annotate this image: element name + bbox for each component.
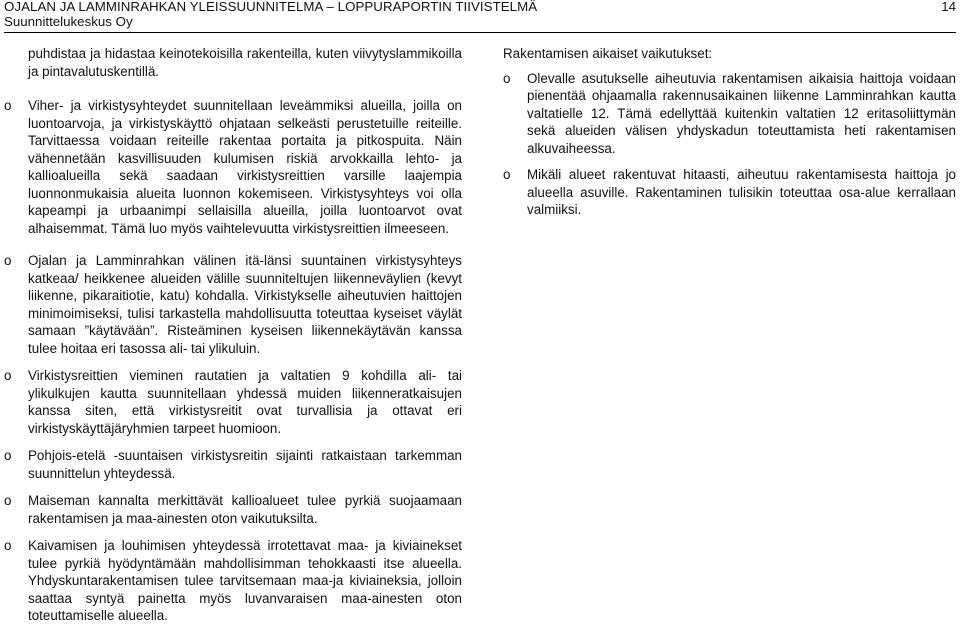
list-item (503, 70, 956, 158)
document-title: OJALAN JA LAMMINRAHKAN YLEISSUUNNITELMA – LOPPURAPORTIN TIIVISTELMÄ (4, 0, 538, 14)
bullet-icon: o (4, 538, 12, 553)
list-item (4, 537, 462, 625)
bullet-icon: o (503, 70, 511, 86)
bullet-icon: o (503, 167, 511, 182)
list-item (4, 492, 462, 527)
list-item (4, 367, 462, 437)
list-item-text: Ojalan ja Lamminrahkan välinen itä-länsi suuntainen virkistysyhteys katkeaa/ heikkenee alueiden välille suunniteltujen liikenneväylien (kevyt liikenne, pikaraitiotie, katu) kohdalla. Virkistykselle aiheutuvien haittojen minimoimiseksi, tulisi tarkastella mahdollisuutta toteuttaa kyseiset väylät samaan ”käytävään”. Risteäminen kyseisen liikennekäytävän kanssa tulee hoitaa eri tasossa ali- tai ylikuluin. (28, 253, 462, 356)
list-item (503, 166, 956, 219)
continued-paragraph: puhdistaa ja hidastaa keinotekoisilla rakenteilla, kuten viivytyslammikoilla ja pintavalutuskentillä. (28, 46, 462, 79)
list-item-text: Maiseman kannalta merkittävät kallioalueet tulee pyrkiä suojaamaan rakentamisen ja maa-ainesten oton vaikutuksilta. (28, 493, 462, 526)
bullet-icon: o (4, 253, 12, 268)
section-heading: Rakentamisen aikaiset vaikutukset: (503, 46, 713, 61)
list-item-text: Pohjois-etelä -suuntaisen virkistysreitin sijainti ratkaistaan tarkemman suunnittelun yhteydessä. (28, 448, 462, 481)
bullet-icon: o (4, 448, 12, 463)
list-item (4, 252, 462, 357)
list-item-text: Mikäli alueet rakentuvat hitaasti, aiheutuu rakentamisesta haittoja jo alueella asuville. Rakentaminen tulisikin toteuttaa osa-alue kerrallaan valmiiksi. (527, 167, 956, 217)
bullet-icon: o (4, 368, 12, 383)
right-column (503, 45, 956, 219)
organization-name: Suunnittelukeskus Oy (4, 14, 133, 29)
list-item-text: Virkistysreittien vieminen rautatien ja valtatien 9 kohdilla ali- tai ylikulkujen kautta suunnitellaan yhdessä muiden liikenneratkaisujen kanssa siten, että virkistysreitit ovat turvallisia ja ottavat eri virkistyskäyttäjäryhmien tarpeet huomioon. (28, 368, 462, 436)
left-column (4, 45, 462, 625)
header-rule (4, 32, 956, 33)
page-number: 14 (941, 0, 956, 14)
bullet-icon: o (4, 493, 12, 508)
list-item (4, 97, 462, 237)
bullet-icon: o (4, 98, 12, 113)
list-item-text: Olevalle asutukselle aiheutuvia rakentamisen aikaisia haittoja voidaan pienentää ohjaamalla rakennusaikainen liikenne Lamminrahkan kautta valtatielle 12. Tämä edellyttää kuitenkin valtatien 12 eritasoliittymän sekä alueiden välisen yhdyskadun toteuttamista heti rakentamisen alkuvaiheessa. (527, 70, 956, 156)
list-item (4, 447, 462, 482)
list-item-text: Viher- ja virkistysyhteydet suunnitellaan leveämmiksi alueilla, joilla on luontoarvoja, ja virkistyskäyttö ohjataan selkeästi perustetuille reiteille. Tarvittaessa voidaan reiteille rakentaa portaita ja pitkospuita. Näin vähennetään kasvillisuuden kulumisen riskiä arvokkailla lehto- ja kallioalueilla sekä saadaan virkistysreittien varsille laajempia luonnonmukaisia alueita luonnon kokemiseen. Virkistysyhteys voi olla kapeampi ja urbaanimpi sellaisilla alueilla, joilla luontoarvot ovat alhaisemmat. Tämä luo myös vaihtelevuutta virkistysreittien ilmeeseen. (28, 98, 462, 236)
list-item-text: Kaivamisen ja louhimisen yhteydessä irrotettavat maa- ja kiviainekset tulee pyrkiä hyödyntämään mahdollisimman tehokkaasti itse alueella. Yhdyskuntarakentamisen tulee tarvitsemaan maa-ja kiviaineksia, jolloin saattaa syntyä painetta myös luvanvaraisen maa-ainesten oton toteuttamiselle alueella. (28, 538, 462, 623)
